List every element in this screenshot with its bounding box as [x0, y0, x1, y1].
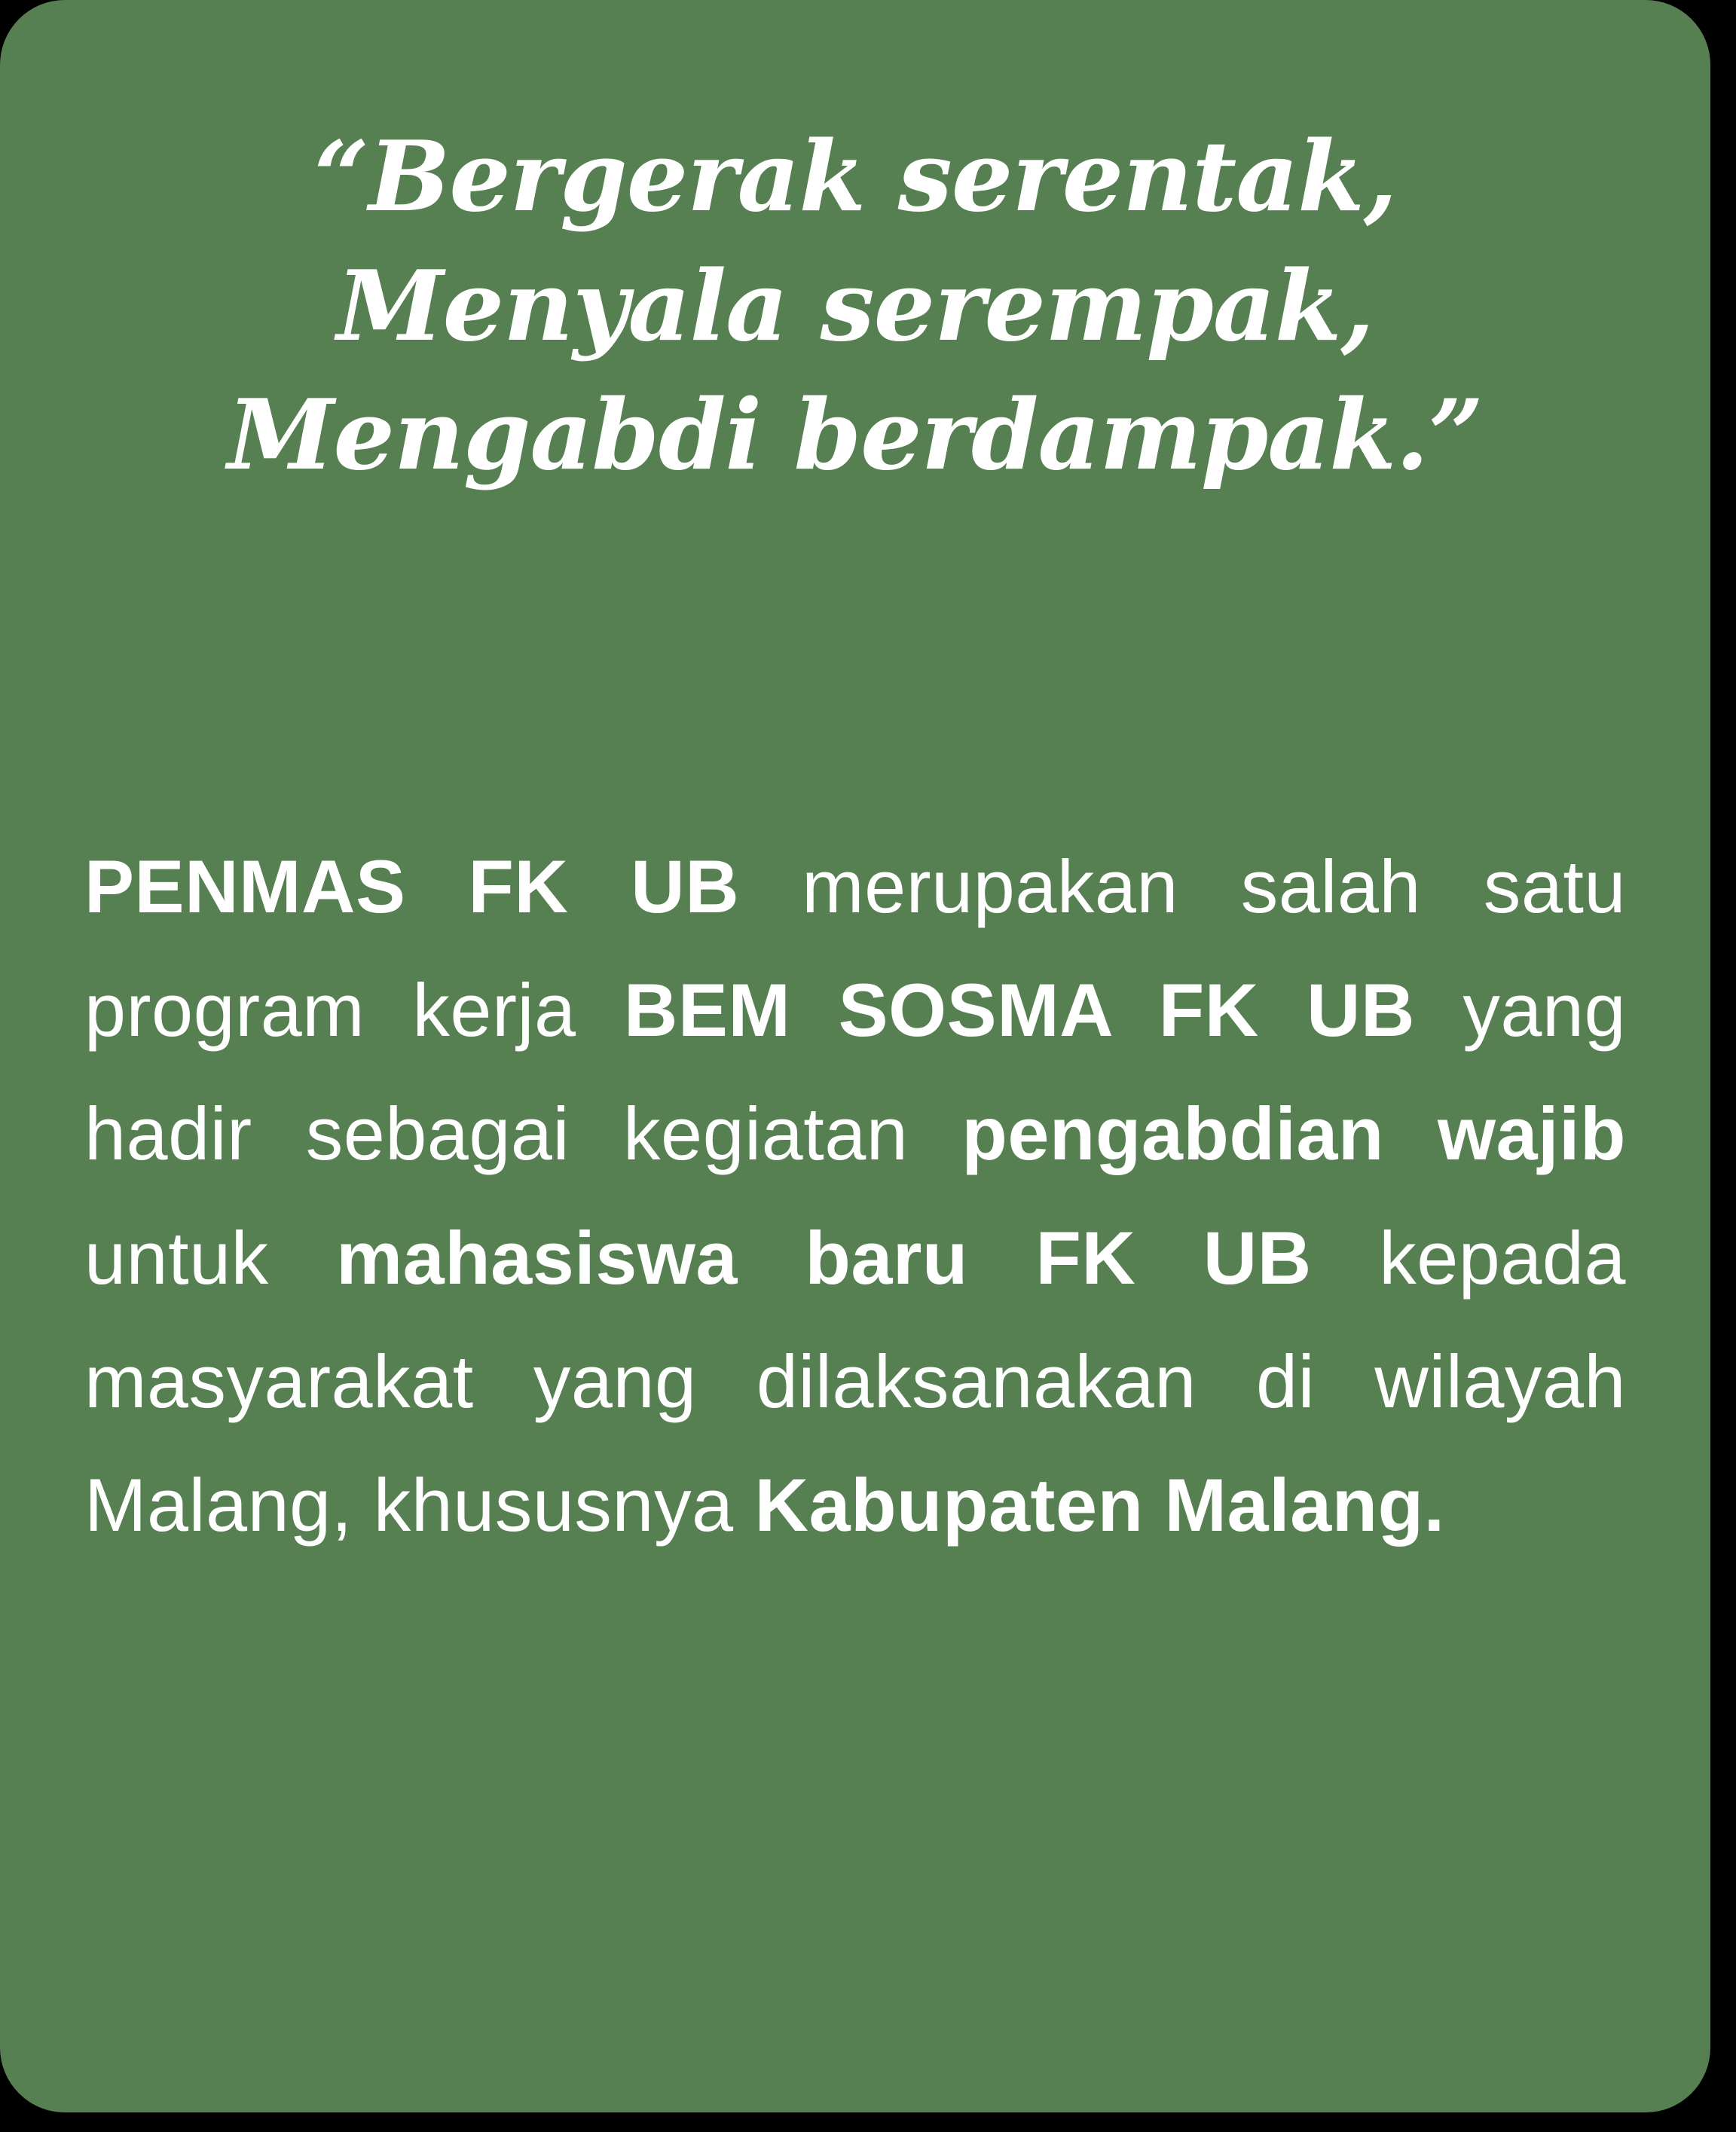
- kabupaten-malang-label: Kabupaten Malang.: [754, 1463, 1445, 1547]
- mahasiswa-baru-label: mahasiswa baru FK UB: [336, 1215, 1312, 1300]
- quote-line-2: Menyala serempak,: [336, 249, 1374, 363]
- penmas-label: PENMAS FK UB: [84, 844, 740, 928]
- quote-heading: [0, 0, 1710, 501]
- pengabdian-wajib-label: pengabdian wajib: [961, 1092, 1626, 1176]
- description-text-4: kepada masyarakat yang dilaksanakan di wilayah Malang, khususnya: [84, 1215, 1626, 1547]
- description-text-2: yang hadir sebagai kegiatan: [84, 967, 1627, 1176]
- bem-sosma-label: BEM SOSMA FK UB: [623, 967, 1416, 1052]
- description-paragraph: [0, 501, 1710, 1568]
- quote-line-1: “Bergerak serentak,: [313, 121, 1397, 234]
- description-text-1: merupakan salah satu program kerja: [84, 844, 1626, 1052]
- description-text-3: untuk: [84, 1215, 337, 1300]
- quote-line-3: Mengabdi berdampak.”: [227, 379, 1484, 493]
